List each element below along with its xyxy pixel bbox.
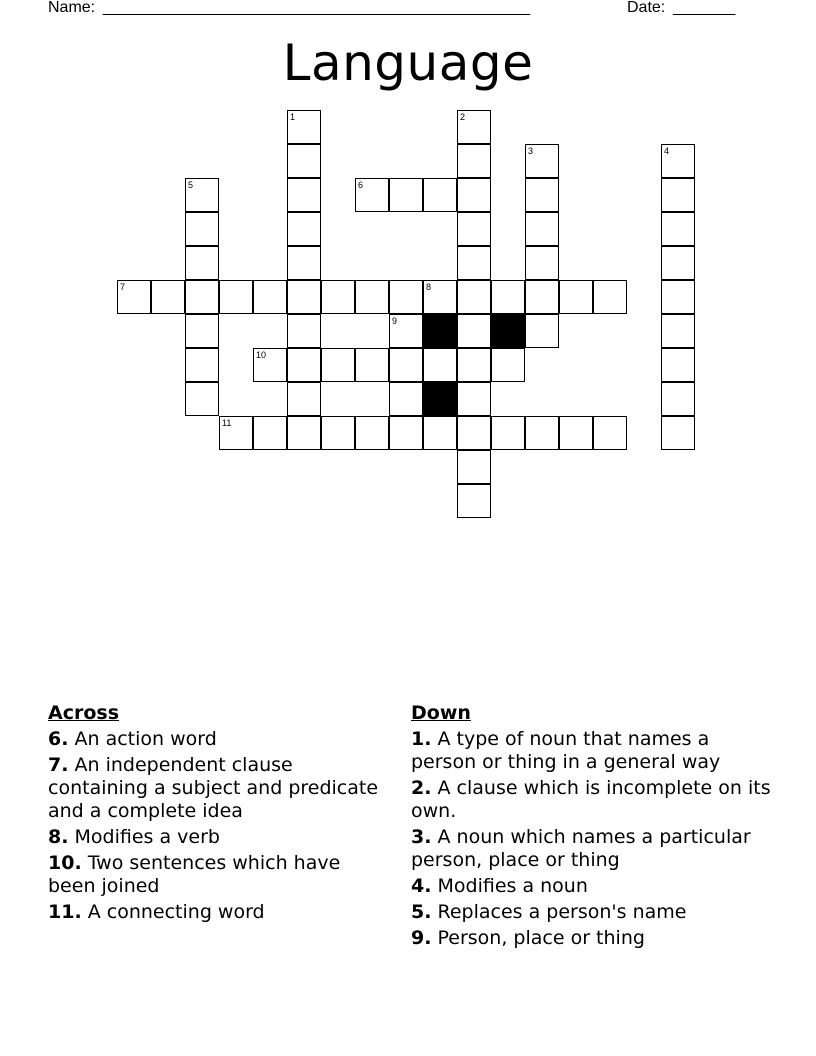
name-label: Name:	[48, 0, 96, 16]
grid-cell[interactable]	[287, 178, 321, 212]
grid-cell[interactable]	[661, 348, 695, 382]
puzzle-title: Language	[282, 34, 534, 92]
grid-cell[interactable]	[525, 280, 559, 314]
grid-cell[interactable]	[287, 110, 321, 144]
clue-down-5	[411, 901, 771, 924]
grid-cell[interactable]	[151, 280, 185, 314]
grid-cell[interactable]	[661, 382, 695, 416]
clue-number: 8.	[48, 826, 69, 848]
grid-cell[interactable]	[457, 382, 491, 416]
grid-cell[interactable]	[389, 382, 423, 416]
grid-cell[interactable]	[525, 416, 559, 450]
clue-down-9	[411, 927, 771, 950]
clue-down-3	[411, 826, 771, 872]
grid-cell[interactable]	[661, 314, 695, 348]
grid-cell[interactable]	[559, 416, 593, 450]
cell-number: 1	[290, 112, 296, 122]
clue-number: 7.	[48, 754, 69, 776]
clue-number: 5.	[411, 901, 432, 923]
clue-number: 3.	[411, 826, 432, 848]
grid-cell[interactable]	[287, 212, 321, 246]
clue-number: 2.	[411, 777, 432, 799]
grid-cell[interactable]	[389, 314, 423, 348]
clue-text: A noun which names a particular person, place or thing	[411, 826, 751, 871]
clue-down-1	[411, 728, 771, 774]
grid-cell[interactable]	[661, 144, 695, 178]
grid-cell[interactable]	[525, 246, 559, 280]
cell-number: 4	[664, 146, 670, 156]
grid-cell[interactable]	[593, 280, 627, 314]
clue-across-8	[48, 826, 388, 849]
cell-number: 6	[358, 180, 364, 190]
down-clues	[411, 702, 771, 953]
clue-text: Replaces a person's name	[437, 901, 687, 923]
grid-cell[interactable]	[661, 416, 695, 450]
clue-text: A type of noun that names a person or thing in a general way	[411, 728, 721, 773]
clue-text: An action word	[74, 728, 217, 750]
cell-number: 2	[460, 112, 466, 122]
grid-cell[interactable]	[389, 178, 423, 212]
grid-cell[interactable]	[185, 314, 219, 348]
grid-cell[interactable]	[287, 416, 321, 450]
grid-cell[interactable]	[185, 348, 219, 382]
cell-number: 10	[256, 350, 267, 360]
grid-cell[interactable]	[661, 212, 695, 246]
black-square	[491, 314, 525, 348]
grid-cell[interactable]	[287, 144, 321, 178]
grid-cell[interactable]	[287, 280, 321, 314]
grid-cell[interactable]	[491, 280, 525, 314]
grid-cell[interactable]	[253, 416, 287, 450]
across-clues	[48, 702, 388, 927]
cell-number: 3	[528, 146, 534, 156]
grid-cell[interactable]	[389, 280, 423, 314]
grid-cell[interactable]	[525, 144, 559, 178]
clue-text: A clause which is incomplete on its own.	[411, 777, 771, 822]
grid-cell[interactable]	[457, 280, 491, 314]
grid-cell[interactable]	[491, 348, 525, 382]
grid-cell[interactable]	[457, 484, 491, 518]
grid-cell[interactable]	[253, 280, 287, 314]
grid-cell[interactable]	[661, 246, 695, 280]
grid-cell[interactable]	[185, 212, 219, 246]
grid-cell[interactable]	[559, 280, 593, 314]
grid-cell[interactable]	[185, 280, 219, 314]
grid-cell[interactable]	[525, 212, 559, 246]
grid-cell[interactable]	[355, 348, 389, 382]
clue-text: Person, place or thing	[437, 927, 645, 949]
grid-cell[interactable]	[389, 416, 423, 450]
clue-across-7	[48, 754, 388, 823]
name-blank-line[interactable]: ________________________________________________	[103, 0, 531, 16]
grid-cell[interactable]	[423, 280, 457, 314]
cell-number: 9	[392, 316, 398, 326]
grid-cell[interactable]	[457, 314, 491, 348]
clue-text: An independent clause containing a subject and predicate and a complete idea	[48, 754, 379, 822]
clue-down-4	[411, 875, 771, 898]
grid-cell[interactable]	[287, 246, 321, 280]
grid-cell[interactable]	[661, 178, 695, 212]
grid-cell[interactable]	[389, 348, 423, 382]
grid-cell[interactable]	[355, 178, 389, 212]
grid-cell[interactable]	[321, 416, 355, 450]
grid-cell[interactable]	[457, 144, 491, 178]
grid-cell[interactable]	[491, 416, 525, 450]
grid-cell[interactable]	[117, 280, 151, 314]
cell-number: 7	[120, 282, 126, 292]
grid-cell[interactable]	[457, 110, 491, 144]
grid-cell[interactable]	[185, 382, 219, 416]
cell-number: 8	[426, 282, 432, 292]
black-square	[423, 314, 457, 348]
grid-cell[interactable]	[355, 416, 389, 450]
grid-cell[interactable]	[457, 348, 491, 382]
clue-across-10	[48, 852, 388, 898]
clue-number: 9.	[411, 927, 432, 949]
grid-cell[interactable]	[185, 246, 219, 280]
grid-cell[interactable]	[287, 348, 321, 382]
grid-cell[interactable]	[525, 314, 559, 348]
grid-cell[interactable]	[457, 212, 491, 246]
grid-cell[interactable]	[593, 416, 627, 450]
clue-text: Modifies a verb	[74, 826, 220, 848]
grid-cell[interactable]	[457, 178, 491, 212]
clue-down-2	[411, 777, 771, 823]
clue-number: 11.	[48, 901, 82, 923]
cell-number: 5	[188, 180, 194, 190]
date-blank-line[interactable]: _______	[673, 0, 736, 16]
grid-cell[interactable]	[525, 178, 559, 212]
grid-cell[interactable]	[661, 280, 695, 314]
clue-text: A connecting word	[87, 901, 265, 923]
crossword-grid	[0, 0, 816, 500]
grid-cell[interactable]	[287, 314, 321, 348]
grid-cell[interactable]	[219, 416, 253, 450]
clue-text: Modifies a noun	[437, 875, 588, 897]
black-square	[423, 382, 457, 416]
grid-cell[interactable]	[287, 382, 321, 416]
clue-number: 10.	[48, 852, 82, 874]
grid-cell[interactable]	[355, 280, 389, 314]
date-label: Date:	[627, 0, 666, 16]
grid-cell[interactable]	[253, 348, 287, 382]
grid-cell[interactable]	[321, 280, 355, 314]
grid-cell[interactable]	[457, 416, 491, 450]
clue-across-6	[48, 728, 388, 751]
down-heading: Down	[411, 702, 471, 724]
clue-number: 1.	[411, 728, 432, 750]
grid-cell[interactable]	[185, 178, 219, 212]
grid-cell[interactable]	[457, 246, 491, 280]
clue-number: 4.	[411, 875, 432, 897]
cell-number: 11	[222, 418, 232, 428]
grid-cell[interactable]	[423, 416, 457, 450]
across-heading: Across	[48, 702, 120, 724]
grid-cell[interactable]	[457, 450, 491, 484]
clue-across-11	[48, 901, 388, 924]
clue-number: 6.	[48, 728, 69, 750]
grid-cell[interactable]	[423, 348, 457, 382]
grid-cell[interactable]	[423, 178, 457, 212]
clue-text: Two sentences which have been joined	[48, 852, 341, 897]
grid-cell[interactable]	[321, 348, 355, 382]
grid-cell[interactable]	[219, 280, 253, 314]
